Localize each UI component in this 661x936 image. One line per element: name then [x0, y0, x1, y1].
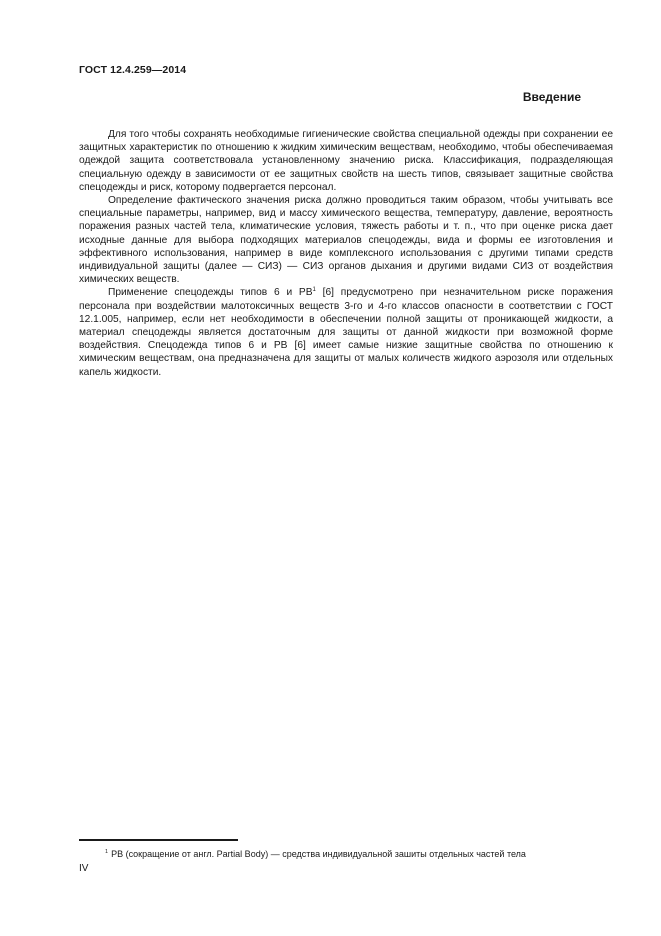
document-code: ГОСТ 12.4.259—2014 [79, 64, 187, 76]
footnote-text: РВ (сокращение от англ. Partial Body) — средства индивидуальной зашиты отдельных частей тела [111, 849, 526, 859]
paragraph-3-rest: [6] предусмотрено при незначительном риске поражения персонала при воздействии малотоксичных веществ 3-го и 4-го классов опасности в соответствии с ГОСТ 12.1.005, например, если нет необходимости в обеспечении полной защиты от проникающей жидкости, а материал спецодежды является достаточным для защиты от данной жидкости при возможной форме воздействия. Спецодежда типов 6 и РВ [6] имеет самые низкие защитные свойства по отношению к химическим веществам, она предназначена для защиты от малых количеств жидкого аэрозоля или отдельных капель жидкости. [79, 287, 613, 378]
paragraph-1: Для того чтобы сохранять необходимые гигиенические свойства специальной одежды при сохранении ее защитных характеристик по отношению к жидким химическим веществам, необходимо, чтобы обеспечиваемая одеждой защита соответствовала установленному значению риска. Классификация, подразделяющая специальную одежду в зависимости от ее защитных свойств на шесть типов, связывает защитные свойства спецодежды и риск, которому подвергается персонал. [79, 129, 613, 193]
footnote-reference: 1 [312, 287, 316, 294]
paragraph-2: Определение фактического значения риска должно проводиться таким образом, чтобы учитывать все специальные параметры, например, вид и массу химического вещества, температуру, давление, вероятность поражения разных частей тела, климатические условия, тяжесть работы и т. п., что при оценке риска дает исходные данные для выбора подходящих материалов спецодежды, вида и формы ее изготовления и эффективного использования, например в виде комплексного использования с другими типами средств индивидуальной защиты (далее — СИЗ) — СИЗ органов дыхания и другими видами СИЗ от воздействия химических веществ. [79, 195, 613, 286]
footnote-marker: 1 [105, 849, 109, 855]
paragraph-3 [79, 286, 613, 378]
footnote [105, 849, 526, 860]
page-number: IV [79, 863, 89, 874]
paragraph-3-start: Применение спецодежды типов 6 и РВ [108, 287, 313, 299]
footnote-separator [79, 839, 238, 841]
introduction-body [79, 128, 613, 379]
section-title: Введение [522, 90, 581, 104]
